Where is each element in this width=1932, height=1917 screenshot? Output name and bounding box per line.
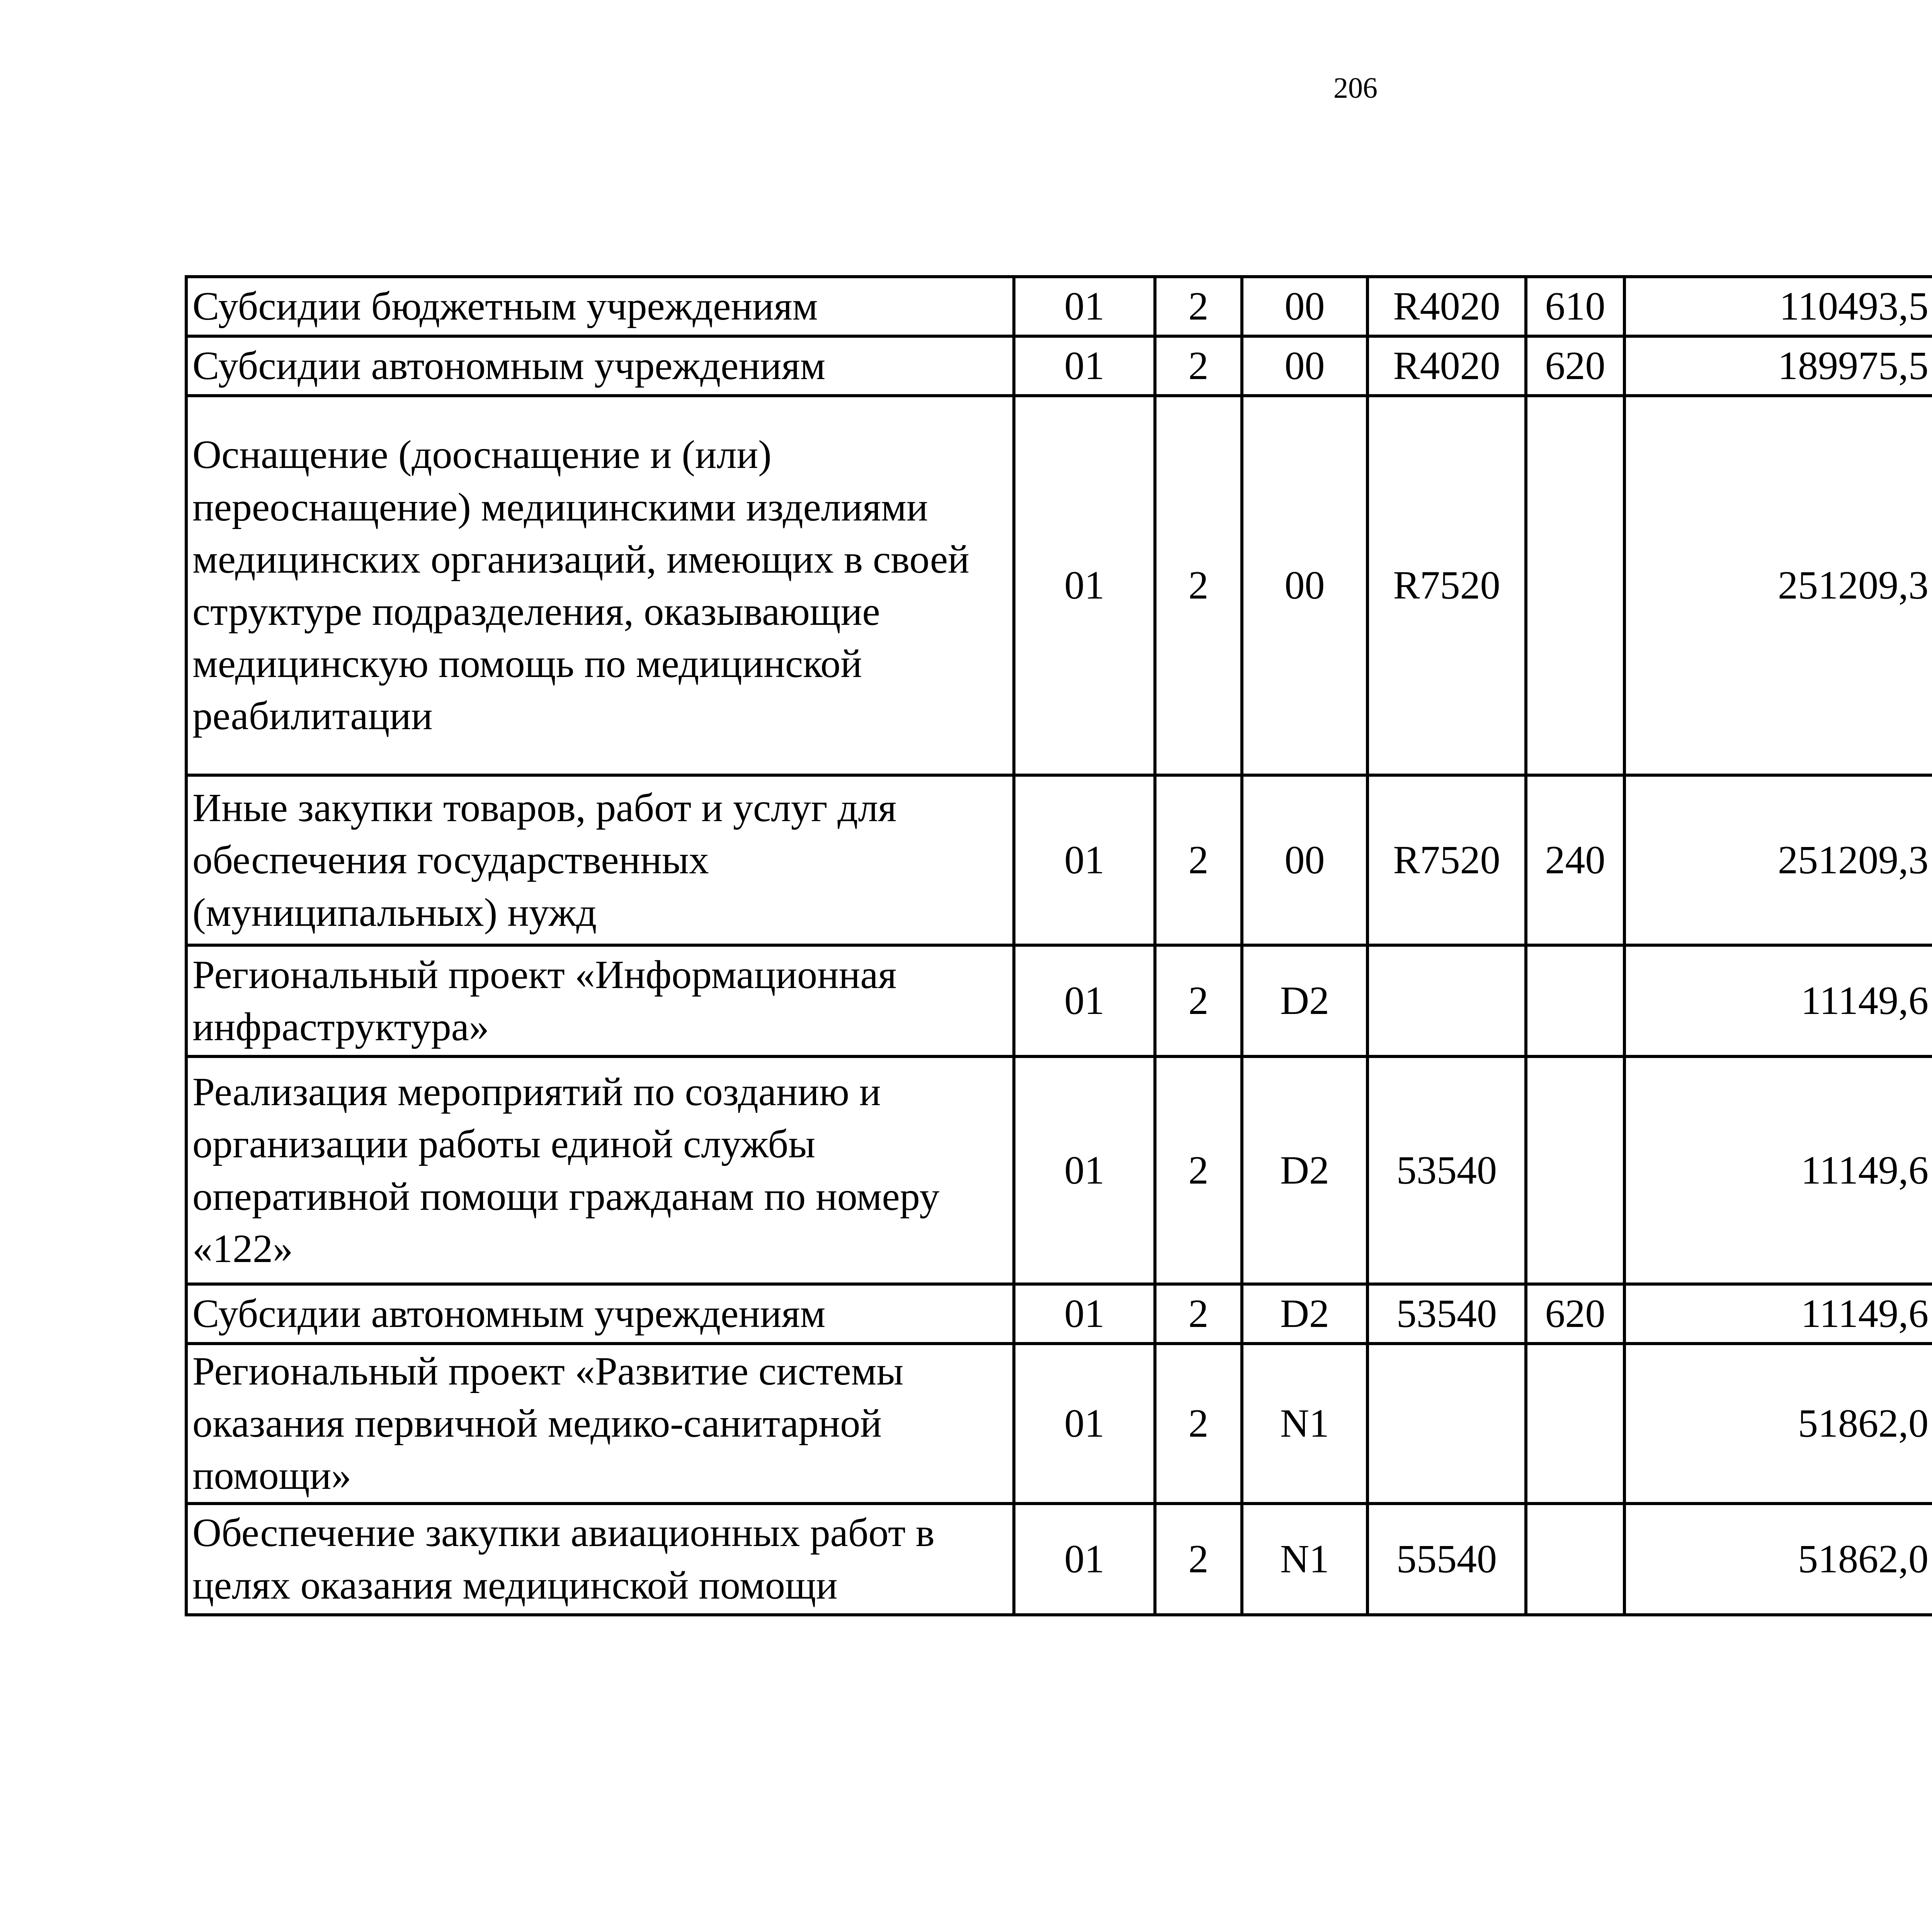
- code-program: 2: [1155, 396, 1242, 775]
- code-program: 2: [1155, 1056, 1242, 1284]
- code-section: 01: [1014, 945, 1155, 1056]
- code-section: 01: [1014, 396, 1155, 775]
- code-subprogram: 00: [1242, 396, 1367, 775]
- amount-year-1: 189975,5: [1624, 336, 1932, 396]
- code-expense-type: 610: [1526, 277, 1624, 336]
- code-expense-type: [1526, 1056, 1624, 1284]
- code-subprogram: D2: [1242, 1284, 1367, 1344]
- table-row: [186, 1504, 1932, 1615]
- code-program: 2: [1155, 1284, 1242, 1344]
- code-direction: R4020: [1367, 277, 1526, 336]
- table-row: [186, 1056, 1932, 1284]
- amount-year-1: 11149,6: [1624, 1056, 1932, 1284]
- code-expense-type: 240: [1526, 775, 1624, 945]
- code-subprogram: D2: [1242, 945, 1367, 1056]
- row-name: Субсидии автономным учреждениям: [186, 336, 1014, 396]
- row-name: Субсидии автономным учреждениям: [186, 1284, 1014, 1344]
- code-section: 01: [1014, 277, 1155, 336]
- amount-year-1: 251209,3: [1624, 775, 1932, 945]
- code-subprogram: 00: [1242, 775, 1367, 945]
- code-expense-type: [1526, 396, 1624, 775]
- code-section: 01: [1014, 1284, 1155, 1344]
- amount-year-1: 51862,0: [1624, 1504, 1932, 1615]
- table-row: [186, 1284, 1932, 1344]
- row-name: Оснащение (дооснащение и (или) переоснащение) медицинскими изделиями медицинских организаций, имеющих в своей структуре подразделения, оказывающие медицинскую помощь по медицинской реабилитации: [186, 396, 1014, 775]
- code-expense-type: 620: [1526, 336, 1624, 396]
- code-program: 2: [1155, 945, 1242, 1056]
- amount-year-1: 11149,6: [1624, 1284, 1932, 1344]
- code-direction: [1367, 1344, 1526, 1504]
- code-program: 2: [1155, 775, 1242, 945]
- row-name: Реализация мероприятий по созданию и организации работы единой службы оперативной помощи гражданам по номеру «122»: [186, 1056, 1014, 1284]
- code-section: 01: [1014, 1344, 1155, 1504]
- table-row: [186, 277, 1932, 336]
- row-name: Региональный проект «Информационная инфраструктура»: [186, 945, 1014, 1056]
- amount-year-1: 110493,5: [1624, 277, 1932, 336]
- code-subprogram: 00: [1242, 336, 1367, 396]
- code-subprogram: 00: [1242, 277, 1367, 336]
- code-direction: R7520: [1367, 775, 1526, 945]
- code-expense-type: [1526, 945, 1624, 1056]
- table-row: [186, 775, 1932, 945]
- code-direction: R7520: [1367, 396, 1526, 775]
- code-expense-type: 620: [1526, 1284, 1624, 1344]
- code-program: 2: [1155, 277, 1242, 336]
- code-section: 01: [1014, 1504, 1155, 1615]
- table-row: [186, 396, 1932, 775]
- table-row: [186, 336, 1932, 396]
- amount-year-1: 11149,6: [1624, 945, 1932, 1056]
- code-program: 2: [1155, 1344, 1242, 1504]
- code-section: 01: [1014, 1056, 1155, 1284]
- code-program: 2: [1155, 336, 1242, 396]
- code-direction: [1367, 945, 1526, 1056]
- row-name: Региональный проект «Развитие системы оказания первичной медико-санитарной помощи»: [186, 1344, 1014, 1504]
- budget-table: [185, 275, 1932, 1616]
- amount-year-1: 51862,0: [1624, 1344, 1932, 1504]
- code-direction: 55540: [1367, 1504, 1526, 1615]
- code-expense-type: [1526, 1344, 1624, 1504]
- code-direction: R4020: [1367, 336, 1526, 396]
- code-direction: 53540: [1367, 1056, 1526, 1284]
- code-direction: 53540: [1367, 1284, 1526, 1344]
- code-section: 01: [1014, 336, 1155, 396]
- code-expense-type: [1526, 1504, 1624, 1615]
- code-section: 01: [1014, 775, 1155, 945]
- amount-year-1: 251209,3: [1624, 396, 1932, 775]
- code-subprogram: N1: [1242, 1504, 1367, 1615]
- code-subprogram: D2: [1242, 1056, 1367, 1284]
- code-subprogram: N1: [1242, 1344, 1367, 1504]
- table-row: [186, 1344, 1932, 1504]
- row-name: Субсидии бюджетным учреждениям: [186, 277, 1014, 336]
- code-program: 2: [1155, 1504, 1242, 1615]
- page-number: 206: [1333, 72, 1378, 104]
- table-row: [186, 945, 1932, 1056]
- row-name: Обеспечение закупки авиационных работ в целях оказания медицинской помощи: [186, 1504, 1014, 1615]
- row-name: Иные закупки товаров, работ и услуг для обеспечения государственных (муниципальных) нужд: [186, 775, 1014, 945]
